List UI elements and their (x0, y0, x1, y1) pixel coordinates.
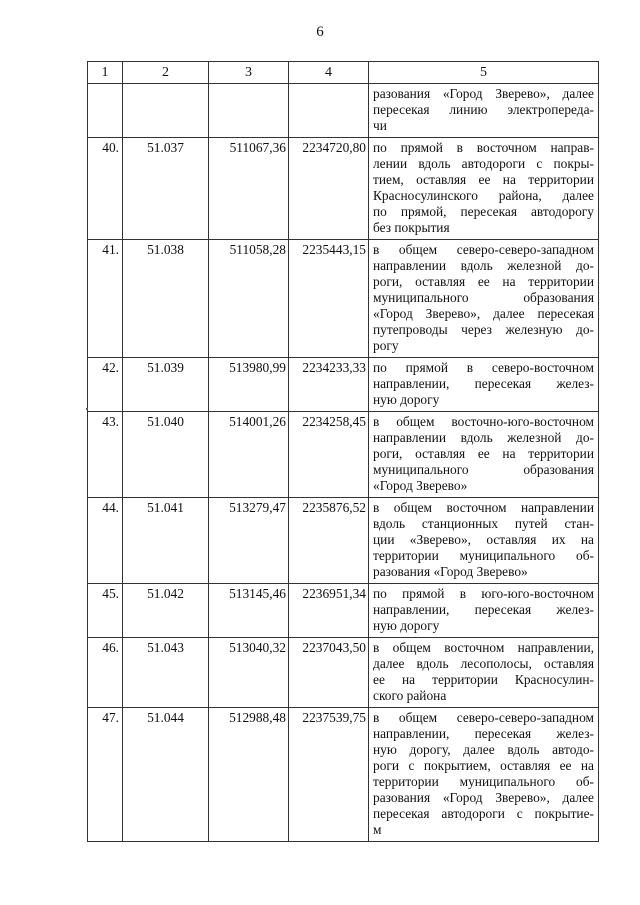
description-line: Красносулинского района, далее (373, 188, 594, 203)
stray-mark (86, 408, 88, 410)
description-line: далее вдоль лесополосы, оставляя (373, 656, 594, 671)
coordinate-y: 2234258,45 (289, 412, 369, 498)
coordinates-table (87, 61, 599, 842)
description-line: роги, оставляя ее на территории (373, 446, 594, 461)
description-line: по прямой, пересекая автодорогу (373, 204, 594, 219)
point-code: 51.040 (123, 412, 209, 498)
description-line: в общем северо-северо-западном (373, 242, 594, 257)
column-header: 4 (289, 62, 369, 84)
description-line: «Город Зверево», далее пересекая (373, 306, 594, 321)
row-number: 42. (88, 358, 123, 412)
row-number: 43. (88, 412, 123, 498)
table-row (88, 240, 599, 358)
column-header: 5 (369, 62, 599, 84)
description-line: территории муниципального об- (373, 548, 594, 563)
row-number: 44. (88, 498, 123, 584)
coordinate-y: 2237043,50 (289, 638, 369, 708)
table-row (88, 638, 599, 708)
row-number: 47. (88, 708, 123, 842)
boundary-description (369, 358, 599, 412)
row-number: 40. (88, 138, 123, 240)
boundary-description (369, 412, 599, 498)
boundary-description (369, 138, 599, 240)
row-number (88, 84, 123, 138)
description-line: направлении вдоль железной до- (373, 258, 594, 273)
row-number: 41. (88, 240, 123, 358)
boundary-description (369, 638, 599, 708)
boundary-description (369, 708, 599, 842)
boundary-description (369, 240, 599, 358)
description-line: ную дорогу, далее вдоль автодо- (373, 742, 594, 757)
column-header: 2 (123, 62, 209, 84)
coordinate-y (289, 84, 369, 138)
column-header: 3 (209, 62, 289, 84)
point-code: 51.039 (123, 358, 209, 412)
point-code: 51.044 (123, 708, 209, 842)
coordinate-x: 513279,47 (209, 498, 289, 584)
description-line: муниципального образования (373, 462, 594, 477)
description-line: путепроводы через железную до- (373, 322, 594, 337)
boundary-description (369, 84, 599, 138)
point-code: 51.041 (123, 498, 209, 584)
coordinate-x: 513980,99 (209, 358, 289, 412)
description-line: разования «Город Зверево» (373, 564, 528, 579)
table-header-row (88, 62, 599, 84)
description-line: муниципального образования (373, 290, 594, 305)
description-line: в общем восточном направлении (373, 500, 594, 515)
coordinate-x: 513040,32 (209, 638, 289, 708)
page-number: 6 (316, 24, 324, 40)
table-row (88, 498, 599, 584)
description-line: м (373, 822, 382, 837)
description-line: пересекая линию электропереда- (373, 102, 594, 117)
description-line: роги с покрытием, оставляя ее на (373, 758, 594, 773)
table-row (88, 412, 599, 498)
coordinate-x (209, 84, 289, 138)
description-line: вдоль станционных путей стан- (373, 516, 594, 531)
table-row (88, 84, 599, 138)
coordinate-y: 2234233,33 (289, 358, 369, 412)
point-code: 51.042 (123, 584, 209, 638)
description-line: направлении, пересекая желез- (373, 602, 594, 617)
description-line: роги, оставляя ее на территории (373, 274, 594, 289)
coordinate-x: 512988,48 (209, 708, 289, 842)
description-line: по прямой в юго-юго-восточном (373, 586, 594, 601)
description-line: разования «Город Зверево», далее (373, 86, 594, 101)
coordinate-x: 513145,46 (209, 584, 289, 638)
column-header: 1 (88, 62, 123, 84)
point-code: 51.037 (123, 138, 209, 240)
description-line: в общем восточно-юго-восточном (373, 414, 594, 429)
table-row (88, 138, 599, 240)
coordinate-x: 511058,28 (209, 240, 289, 358)
description-line: направлении, пересекая желез- (373, 726, 594, 741)
point-code (123, 84, 209, 138)
description-line: разования «Город Зверево», далее (373, 790, 594, 805)
coordinate-y: 2234720,80 (289, 138, 369, 240)
row-number: 45. (88, 584, 123, 638)
point-code: 51.038 (123, 240, 209, 358)
description-line: направлении вдоль железной до- (373, 430, 594, 445)
table-row (88, 358, 599, 412)
row-number: 46. (88, 638, 123, 708)
description-line: пересекая автодороги с покрытие- (373, 806, 594, 821)
description-line: рогу (373, 338, 399, 353)
description-line: ее на территории Красносулин- (373, 672, 594, 687)
description-line: по прямой в восточном направ- (373, 140, 594, 155)
table-row (88, 708, 599, 842)
description-line: чи (373, 118, 387, 133)
coordinate-y: 2237539,75 (289, 708, 369, 842)
description-line: ского района (373, 688, 447, 703)
coordinate-x: 514001,26 (209, 412, 289, 498)
description-line: в общем северо-северо-западном (373, 710, 594, 725)
description-line: ции «Зверево», оставляя их на (373, 532, 594, 547)
description-line: лении вдоль автодороги с покры- (373, 156, 594, 171)
description-line: тием, оставляя ее на территории (373, 172, 594, 187)
coordinate-y: 2235443,15 (289, 240, 369, 358)
coordinate-x: 511067,36 (209, 138, 289, 240)
table-row (88, 584, 599, 638)
description-line: без покрытия (373, 220, 450, 235)
description-line: территории муниципального об- (373, 774, 594, 789)
description-line: в общем восточном направлении, (373, 640, 594, 655)
description-line: ную дорогу (373, 618, 440, 633)
point-code: 51.043 (123, 638, 209, 708)
boundary-description (369, 498, 599, 584)
description-line: направлении, пересекая желез- (373, 376, 594, 391)
boundary-description (369, 584, 599, 638)
coordinate-y: 2235876,52 (289, 498, 369, 584)
description-line: ную дорогу (373, 392, 440, 407)
description-line: по прямой в северо-восточном (373, 360, 594, 375)
description-line: «Город Зверево» (373, 478, 468, 493)
coordinate-y: 2236951,34 (289, 584, 369, 638)
